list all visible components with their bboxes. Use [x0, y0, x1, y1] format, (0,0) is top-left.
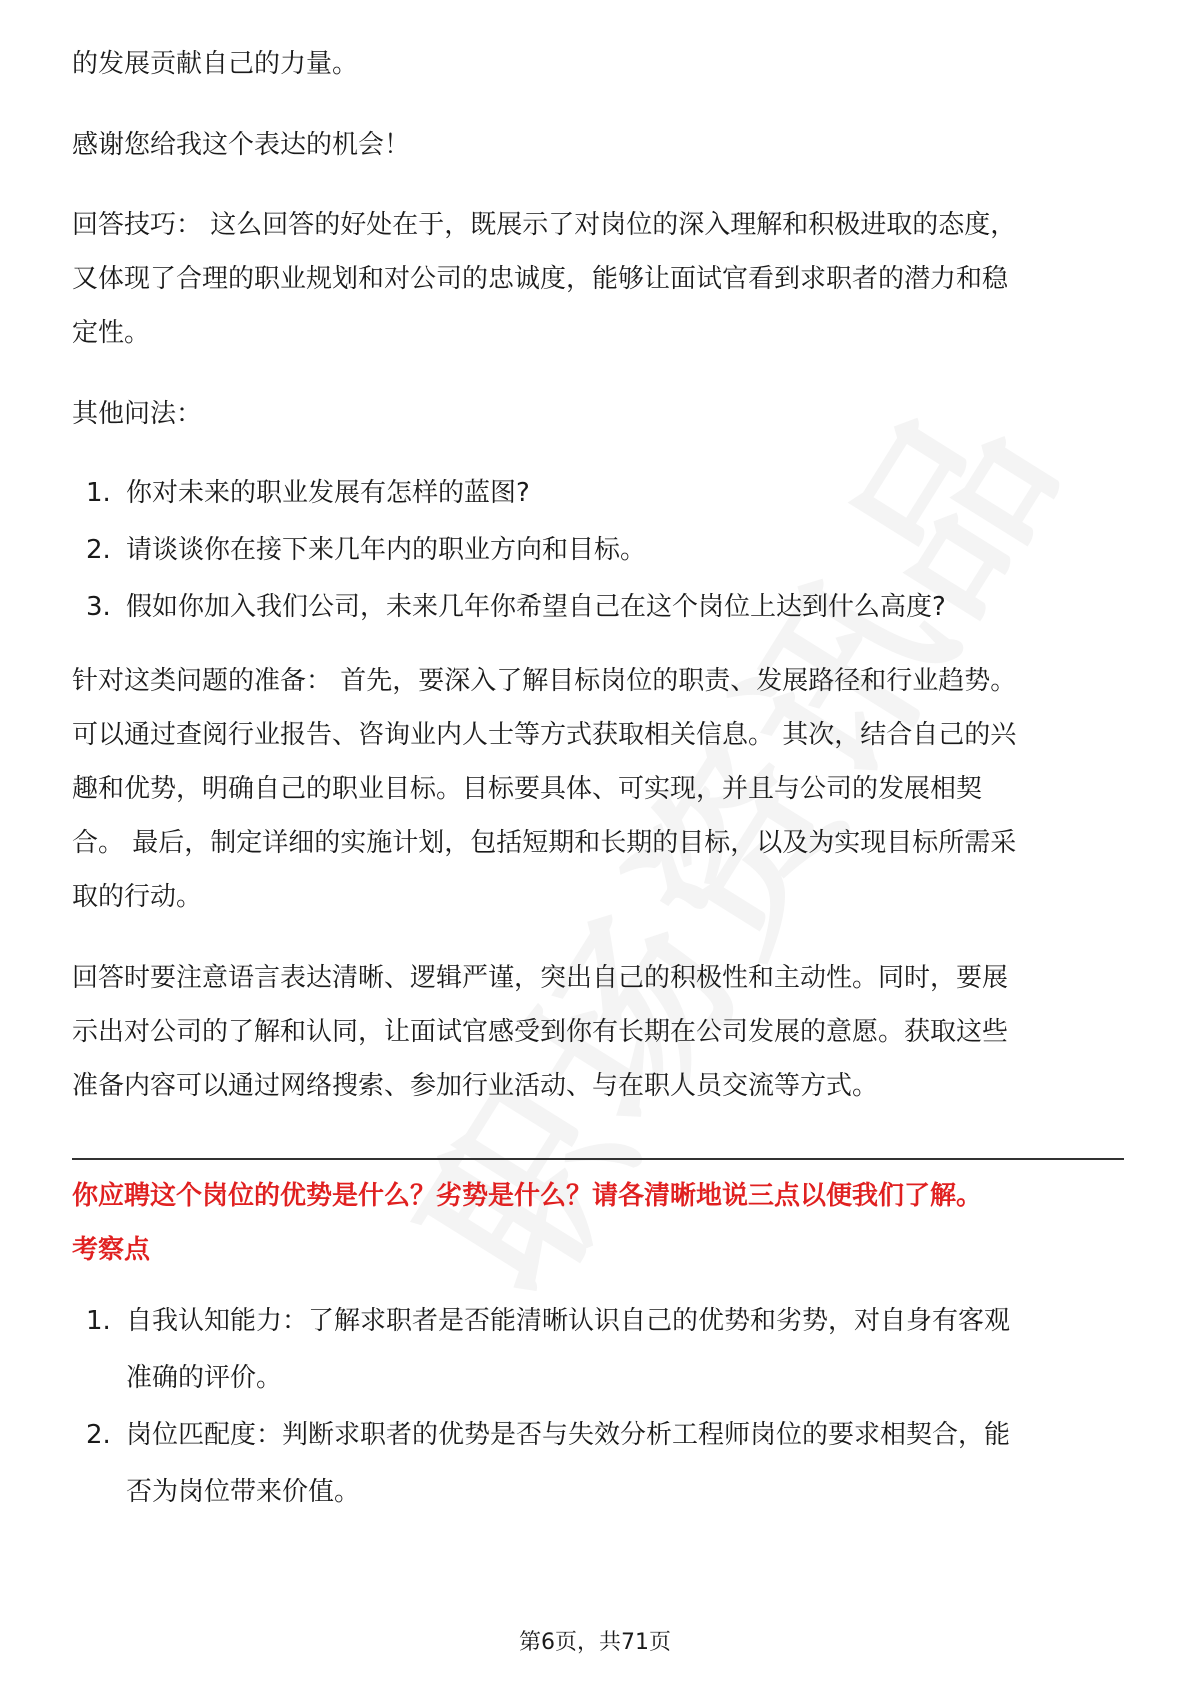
- list-item-text: 准确的评价。: [126, 1363, 283, 1393]
- list-item-text: 请谈谈你在接下来几年内的职业方向和目标。: [126, 535, 647, 565]
- list-number: 1.: [86, 1306, 111, 1336]
- list-number: 3.: [86, 592, 111, 622]
- list-number: 1.: [86, 478, 111, 508]
- paragraph-closing: 的发展贡献自己的力量。: [72, 49, 359, 79]
- page-footer: 第6页，共71页: [519, 1630, 671, 1655]
- answer-tip-line: 又体现了合理的职业规划和对公司的忠诚度，能够让面试官看到求职者的潜力和稳: [72, 264, 1009, 294]
- list-item: [72, 1407, 1124, 1521]
- preparation-line: 合。 最后，制定详细的实施计划，包括短期和长期的目标，以及为实现目标所需采: [72, 828, 1017, 858]
- list-item-text: 假如你加入我们公司，未来几年你希望自己在这个岗位上达到什么高度?: [126, 592, 946, 622]
- notes-line: 准备内容可以通过网络搜索、参加行业活动、与在职人员交流等方式。: [72, 1071, 879, 1101]
- list-item-text: 否为岗位带来价值。: [126, 1477, 361, 1507]
- preparation-line: 趣和优势，明确自己的职业目标。目标要具体、可实现，并且与公司的发展相契: [72, 774, 983, 804]
- notes-line: 示出对公司的了解和认同，让面试官感受到你有长期在公司发展的意愿。获取这些: [72, 1017, 1009, 1047]
- list-number: 2.: [86, 535, 111, 565]
- notes-line: 回答时要注意语言表达清晰、逻辑严谨，突出自己的积极性和主动性。同时，要展: [72, 963, 1009, 993]
- answer-tip-line: 定性。: [72, 318, 151, 348]
- other-questions-list: [72, 465, 1124, 636]
- list-item: [72, 1293, 1124, 1407]
- preparation-line: 可以通过查阅行业报告、咨询业内人士等方式获取相关信息。 其次，结合自己的兴: [72, 720, 1017, 750]
- list-item: [72, 522, 1124, 579]
- list-item-text: 你对未来的职业发展有怎样的蓝图?: [126, 478, 530, 508]
- list-item: [72, 465, 1124, 522]
- interview-question-heading: 你应聘这个岗位的优势是什么？劣势是什么？请各清晰地说三点以便我们了解。: [72, 1181, 983, 1211]
- answer-tip-line: 回答技巧： 这么回答的好处在于，既展示了对岗位的深入理解和积极进取的态度，: [72, 210, 1017, 240]
- list-number: 2.: [86, 1420, 111, 1450]
- section-divider: [72, 1158, 1124, 1160]
- other-questions-title: 其他问法：: [72, 399, 203, 429]
- assessment-points-heading: 考察点: [72, 1235, 151, 1265]
- preparation-line: 取的行动。: [72, 882, 203, 912]
- list-item-text: 自我认知能力：了解求职者是否能清晰认识自己的优势和劣势，对自身有客观: [126, 1306, 1011, 1336]
- list-item-text: 岗位匹配度：判断求职者的优势是否与失效分析工程师岗位的要求相契合，能: [126, 1420, 1011, 1450]
- assessment-points-list: [72, 1293, 1124, 1521]
- list-item: [72, 579, 1124, 636]
- paragraph-thanks: 感谢您给我这个表达的机会！: [72, 130, 411, 160]
- document-page: [72, 0, 1124, 1684]
- preparation-line: 针对这类问题的准备： 首先，要深入了解目标岗位的职责、发展路径和行业趋势。: [72, 666, 1017, 696]
